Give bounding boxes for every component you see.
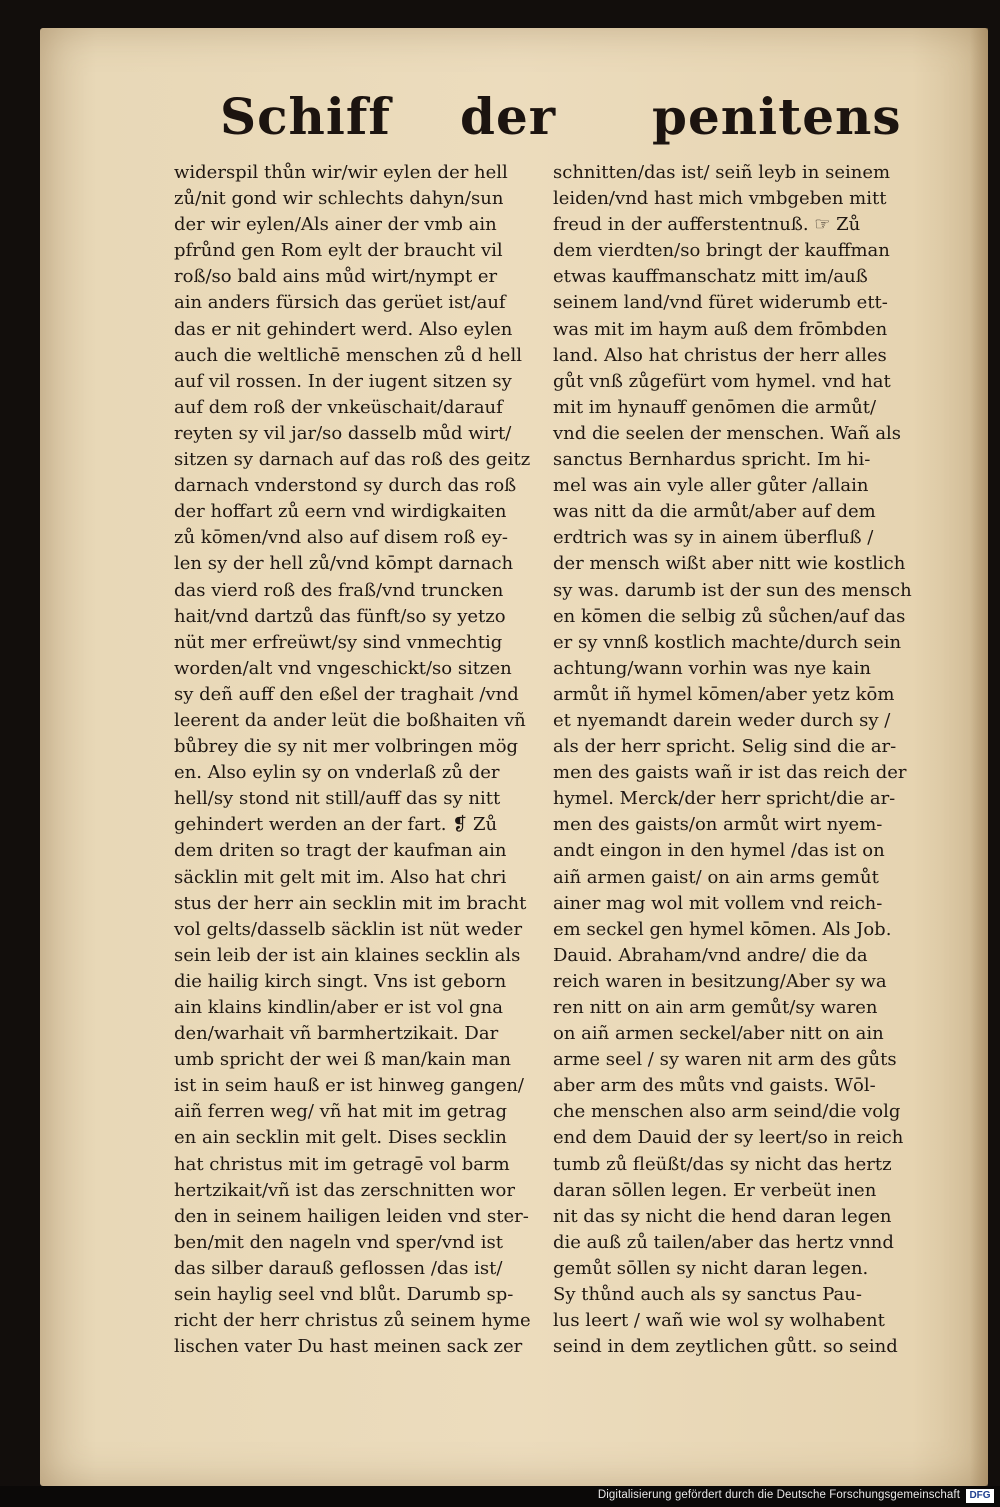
text-line: mel was ain vyle aller gůter /allain (553, 475, 869, 497)
text-line: ain anders fürsich das gerüet ist/auf (174, 292, 506, 314)
text-line: auch die weltlichē menschen zů d hell (174, 344, 522, 366)
text-line: hymel. Merck/der herr spricht/die ar- (553, 788, 896, 810)
text-line: richt der herr christus zů seinem hyme (174, 1310, 531, 1332)
text-line: er sy vnnß kostlich machte/durch sein (553, 631, 902, 653)
text-line: was nitt da die armůt/aber auf dem (553, 501, 876, 523)
text-line: sy was. darumb ist der sun des mensch (553, 579, 912, 601)
text-line: das vierd roß des fraß/vnd truncken (174, 579, 504, 601)
text-line: seinem land/vnd füret widerumb ett- (553, 292, 888, 314)
text-line: arme seel / sy waren nit arm des gůts (553, 1049, 897, 1071)
text-line: et nyemandt darein weder durch sy / (553, 709, 891, 731)
text-line: zů/nit gond wir schlechts dahyn/sun (174, 188, 504, 210)
text-line: widerspil thůn wir/wir eylen der hell (174, 162, 508, 183)
text-line: land. Also hat christus der herr alles (553, 344, 887, 366)
text-line: ren nitt on ain arm gemůt/sy waren (553, 997, 878, 1018)
text-line: mit im hynauff genōmen die armůt/ (553, 396, 877, 418)
text-line: lischen vater Du hast meinen sack zer (174, 1336, 523, 1358)
right-text-column (553, 160, 953, 1360)
text-line: leiden/vnd hast mich vmbgeben mitt (553, 188, 887, 210)
text-line: reyten sy vil jar/so dasselb můd wirt/ (174, 422, 512, 444)
text-line: pfrůnd gen Rom eylt der braucht vil (174, 240, 503, 262)
text-line: die hailig kirch singt. Vns ist geborn (174, 970, 507, 992)
text-line: was mit im haym auß dem frōmbden (553, 318, 888, 340)
text-line: seind in dem zeytlichen gůtt. so seind (553, 1336, 898, 1358)
text-line: Sy thůnd auch als sy sanctus Pau- (553, 1284, 862, 1306)
left-text-column (174, 160, 574, 1360)
text-line: nüt mer erfreüwt/sy sind vnmechtig (174, 631, 503, 653)
text-line: als der herr spricht. Selig sind die ar- (553, 736, 897, 758)
text-line: end dem Dauid der sy leert/so in reich (553, 1127, 904, 1149)
text-line: der hoffart zů eern vnd wirdigkaiten (174, 501, 507, 523)
text-line: der wir eylen/Als ainer der vmb ain (174, 214, 497, 236)
text-line: men des gaists/on armůt wirt nyem- (553, 814, 883, 836)
running-head (0, 82, 1000, 162)
text-line: on aiñ armen seckel/aber nitt on ain (553, 1023, 884, 1045)
text-line: gehindert werden an der fart. ❡ Zů (174, 814, 498, 836)
text-line: en ain secklin mit gelt. Dises secklin (174, 1127, 507, 1149)
text-line: der mensch wißt aber nitt wie kostlich (553, 553, 906, 575)
text-line: daran sōllen legen. Er verbeüt inen (553, 1179, 877, 1201)
running-head-word: der (460, 87, 557, 146)
text-line: aiñ armen gaist/ on ain arms gemůt (553, 866, 879, 888)
text-line: ist in seim hauß er ist hinweg gangen/ (174, 1075, 524, 1097)
text-line: hertzikait/vñ ist das zerschnitten wor (174, 1179, 515, 1201)
text-line: auf dem roß der vnkeüschait/darauf (174, 396, 503, 418)
text-line: men des gaists wañ ir ist das reich der (553, 762, 907, 784)
text-line: aber arm des můts vnd gaists. Wōl- (553, 1075, 876, 1097)
text-line: schnitten/das ist/ seiñ leyb in seinem (553, 162, 891, 183)
text-line: gemůt sōllen sy nicht daran legen. (553, 1257, 869, 1279)
text-line: tumb zů fleüßt/das sy nicht das hertz (553, 1153, 892, 1175)
text-line: em seckel gen hymel kōmen. Als Job. (553, 918, 892, 940)
text-line: ben/mit den nageln vnd sper/vnd ist (174, 1231, 503, 1253)
page-edge-shadow (970, 28, 988, 1486)
running-head-word: penitens (652, 87, 902, 146)
text-line: che menschen also arm seind/die volg (553, 1101, 901, 1123)
text-line: auf vil rossen. In der iugent sitzen sy (174, 370, 512, 392)
text-line: sitzen sy darnach auf das roß des geitz (174, 449, 531, 471)
footer-bar (0, 1486, 1000, 1507)
running-head-word: Schiff (220, 87, 391, 146)
text-line: das er nit gehindert werd. Also eylen (174, 318, 513, 340)
text-line: nit das sy nicht die hend daran legen (553, 1205, 892, 1227)
text-line: aiñ ferren weg/ vñ hat mit im getrag (174, 1101, 508, 1123)
text-line: leerent da ander leüt die boßhaiten vñ (174, 709, 526, 731)
text-line: die auß zů tailen/aber das hertz vnnd (553, 1231, 894, 1253)
text-line: dem driten so tragt der kaufman ain (174, 840, 507, 862)
text-line: achtung/wann vorhin was nye kain (553, 657, 871, 679)
text-line: en. Also eylin sy on vnderlaß zů der (174, 762, 500, 784)
text-line: gůt vnß zůgefürt vom hymel. vnd hat (553, 370, 891, 392)
text-line: armůt iñ hymel kōmen/aber yetz kōm (553, 683, 895, 705)
text-line: hell/sy stond nit still/auff das sy nitt (174, 788, 501, 810)
text-line: erdtrich was sy in ainem überfluß / (553, 527, 874, 549)
text-line: sein leib der ist ain klaines secklin als (174, 944, 521, 966)
text-line: sanctus Bernhardus spricht. Im hi- (553, 449, 871, 471)
text-line: en kōmen die selbig zů sůchen/auf das (553, 605, 906, 627)
text-line: etwas kauffmanschatz mitt im/auß (553, 266, 868, 288)
text-line: zů kōmen/vnd also auf disem roß ey- (174, 527, 508, 549)
text-line: roß/so bald ains můd wirt/nympt er (174, 266, 498, 288)
text-line: worden/alt vnd vngeschickt/so sitzen (174, 657, 512, 679)
text-line: freud in der aufferstentnuß. ☞ Zů (553, 214, 861, 236)
text-line: sy deñ auff den eßel der traghait /vnd (174, 683, 519, 705)
text-line: ain klains kindlin/aber er ist vol gna (174, 997, 503, 1018)
text-line: len sy der hell zů/vnd kōmpt darnach (174, 553, 514, 575)
text-line: vnd die seelen der menschen. Wañ als (553, 422, 902, 444)
text-line: den in seinem hailigen leiden vnd ster- (174, 1205, 529, 1227)
text-line: andt eingon in den hymel /das ist on (553, 840, 885, 862)
text-line: lus leert / wañ wie wol sy wolhabent (553, 1310, 885, 1332)
dfg-logo: DFG (966, 1489, 994, 1503)
text-line: den/warhait vñ barmhertzikait. Dar (174, 1023, 499, 1045)
text-line: das silber darauß geflossen /das ist/ (174, 1257, 503, 1279)
text-line: säcklin mit gelt mit im. Also hat chri (174, 866, 507, 888)
text-line: ainer mag wol mit vollem vnd reich- (553, 892, 883, 914)
text-line: Dauid. Abraham/vnd andre/ die da (553, 944, 868, 966)
funding-credit: Digitalisierung gefördert durch die Deutsche Forschungsgemeinschaft (597, 1489, 960, 1501)
text-line: umb spricht der wei ß man/kain man (174, 1049, 511, 1071)
text-line: hait/vnd dartzů das fünft/so sy yetzo (174, 605, 506, 627)
text-line: vol gelts/dasselb säcklin ist nüt weder (174, 918, 523, 940)
text-line: reich waren in besitzung/Aber sy wa (553, 970, 887, 992)
text-line: sein haylig seel vnd blůt. Darumb sp- (174, 1284, 514, 1306)
text-line: hat christus mit im getragē vol barm (174, 1153, 510, 1175)
text-line: stus der herr ain secklin mit im bracht (174, 892, 527, 914)
text-line: dem vierdten/so bringt der kauffman (553, 240, 890, 262)
text-line: darnach vnderstond sy durch das roß (174, 475, 517, 497)
text-line: bůbrey die sy nit mer volbringen mög (174, 736, 519, 758)
